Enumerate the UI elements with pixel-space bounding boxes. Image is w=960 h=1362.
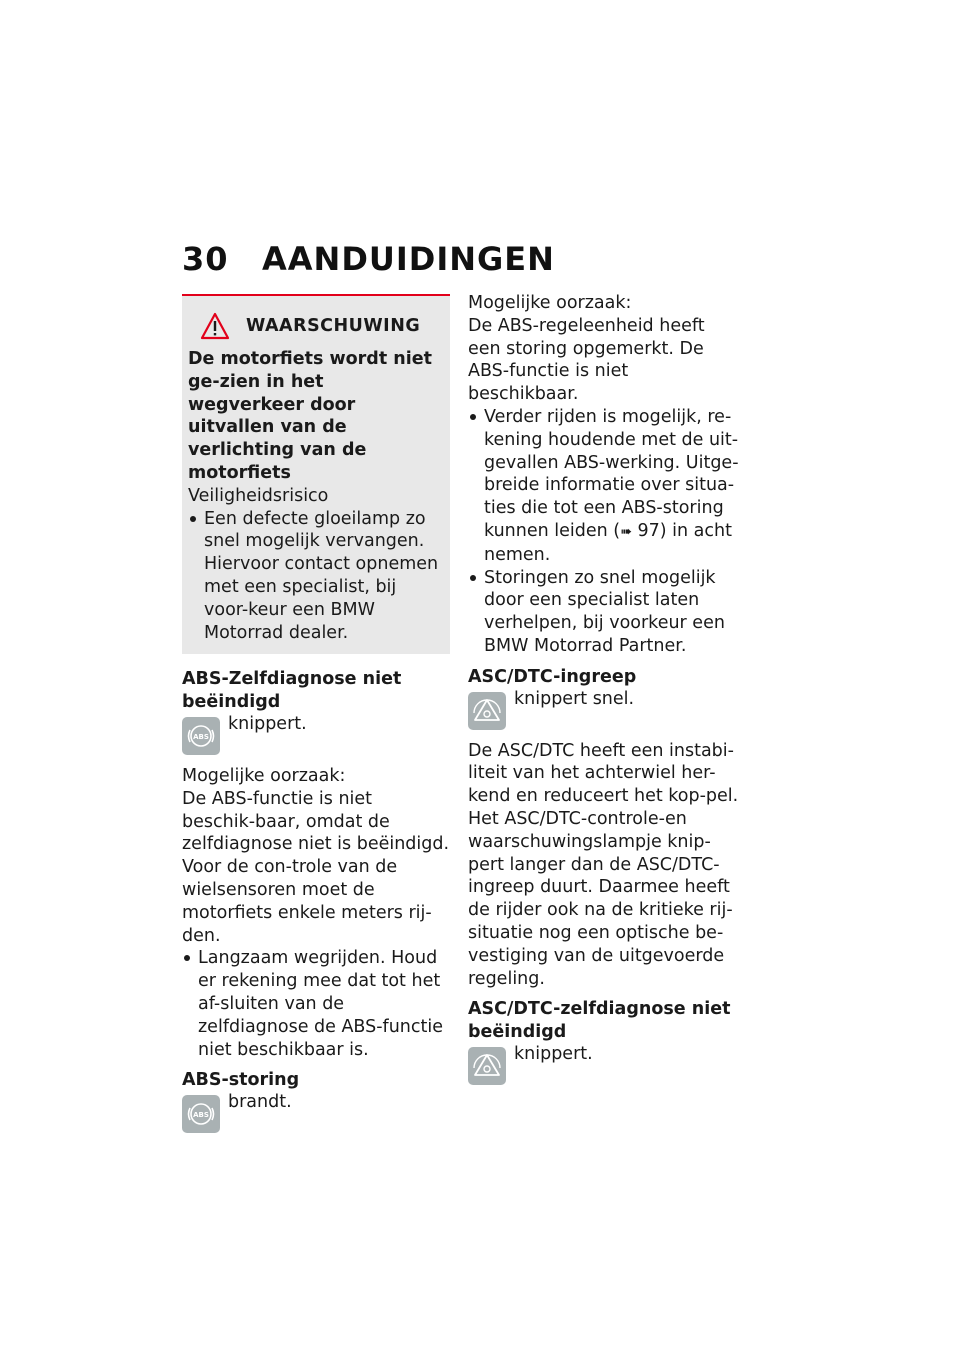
- list-item: [468, 406, 740, 567]
- abs-fault-bullets: [468, 406, 740, 658]
- asc-selfdiag-heading: ASC/DTC-zelfdiagnose niet beëindigd: [468, 999, 731, 1043]
- asc-intervention-heading: ASC/DTC-ingreep: [468, 666, 637, 687]
- asc-selfdiag-state: knippert.: [514, 1043, 593, 1064]
- abs-selfdiag-indicator-row: [182, 715, 450, 755]
- svg-text:ABS: ABS: [193, 732, 209, 741]
- asc-intervention-text: De ASC/DTC heeft een instabi-liteit van het achterwiel her-kend en reduceert het kop-pel. Het ASC/DTC-controle-en waarschuwingslampje knip-pert langer dan de ASC/DTC-ingreep duurt. Daarmee heeft de rijder ook na de kritieke rij-situatie nog een optische be-vestiging van de uitgevoerde regeling.: [468, 740, 739, 989]
- reference-arrow-icon: ➠: [620, 523, 632, 540]
- right-column: [468, 292, 740, 1095]
- warning-box: [182, 294, 450, 654]
- page-reference: 97: [637, 520, 660, 541]
- page-number: 30: [182, 240, 229, 278]
- asc-selfdiag-indicator-row: [468, 1045, 740, 1085]
- warning-triangle-icon: [200, 312, 230, 340]
- list-item: Langzaam wegrijden. Houd er rekening mee dat tot het af-sluiten van de zelfdiagnose de ABS-functie niet beschikbaar is.: [182, 947, 450, 1061]
- abs-fault-cause-label: Mogelijke oorzaak:: [468, 293, 632, 313]
- warning-lead: De motorfiets wordt niet ge-zien in het wegverkeer door uitvallen van de verlichting van de motorfiets: [188, 349, 432, 483]
- abs-indicator-icon: [182, 717, 220, 755]
- asc-dtc-indicator-icon: [468, 1047, 506, 1085]
- asc-intervention-indicator-row: [468, 690, 740, 730]
- abs-indicator-icon: [182, 1095, 220, 1133]
- page-header: [182, 240, 555, 278]
- abs-selfdiag-cause-label: Mogelijke oorzaak:: [182, 765, 346, 786]
- warning-header: [188, 312, 442, 340]
- warning-title: WAARSCHUWING: [246, 315, 421, 336]
- abs-fault-indicator-row: [182, 1093, 450, 1133]
- abs-fault-cause: De ABS-regeleenheid heeft een storing opgemerkt. De ABS-functie is niet beschikbaar.: [468, 315, 705, 405]
- left-column: [182, 294, 450, 1143]
- warning-risk: Veiligheidsrisico: [188, 485, 329, 506]
- list-item: Een defecte gloeilamp zo snel mogelijk vervangen. Hiervoor contact opnemen met een specialist, bij voor-keur een BMW Motorrad dealer.: [188, 508, 442, 645]
- abs-selfdiag-bullets: [182, 947, 450, 1061]
- abs-selfdiag-cause: De ABS-functie is niet beschik-baar, omdat de zelfdiagnose niet is beëindigd. Voor de con-trole van de wielsensoren moet de motorfiets enkele meters rij-den.: [182, 788, 450, 946]
- list-item: Storingen zo snel mogelijk door een specialist laten verhelpen, bij voorkeur een BMW Motorrad Partner.: [468, 567, 740, 658]
- warning-bullets: [188, 508, 442, 645]
- bullet-text: Verder rijden is mogelijk, re-kening houdende met de uit-gevallen ABS-werking. Uitge-breide informatie over situa-ties die tot een ABS-storing kunnen leiden (: [484, 406, 739, 541]
- asc-dtc-indicator-icon: [468, 692, 506, 730]
- bullet-text-end: ) in acht nemen.: [484, 520, 732, 565]
- abs-fault-state: brandt.: [228, 1092, 292, 1113]
- abs-selfdiag-heading: ABS-Zelfdiagnose niet beëindigd: [182, 669, 402, 713]
- asc-intervention-state: knippert snel.: [514, 688, 635, 709]
- abs-fault-heading: ABS-storing: [182, 1070, 300, 1091]
- abs-selfdiag-state: knippert.: [228, 713, 307, 734]
- page-title: AANDUIDINGEN: [262, 240, 555, 278]
- svg-text:ABS: ABS: [193, 1111, 209, 1120]
